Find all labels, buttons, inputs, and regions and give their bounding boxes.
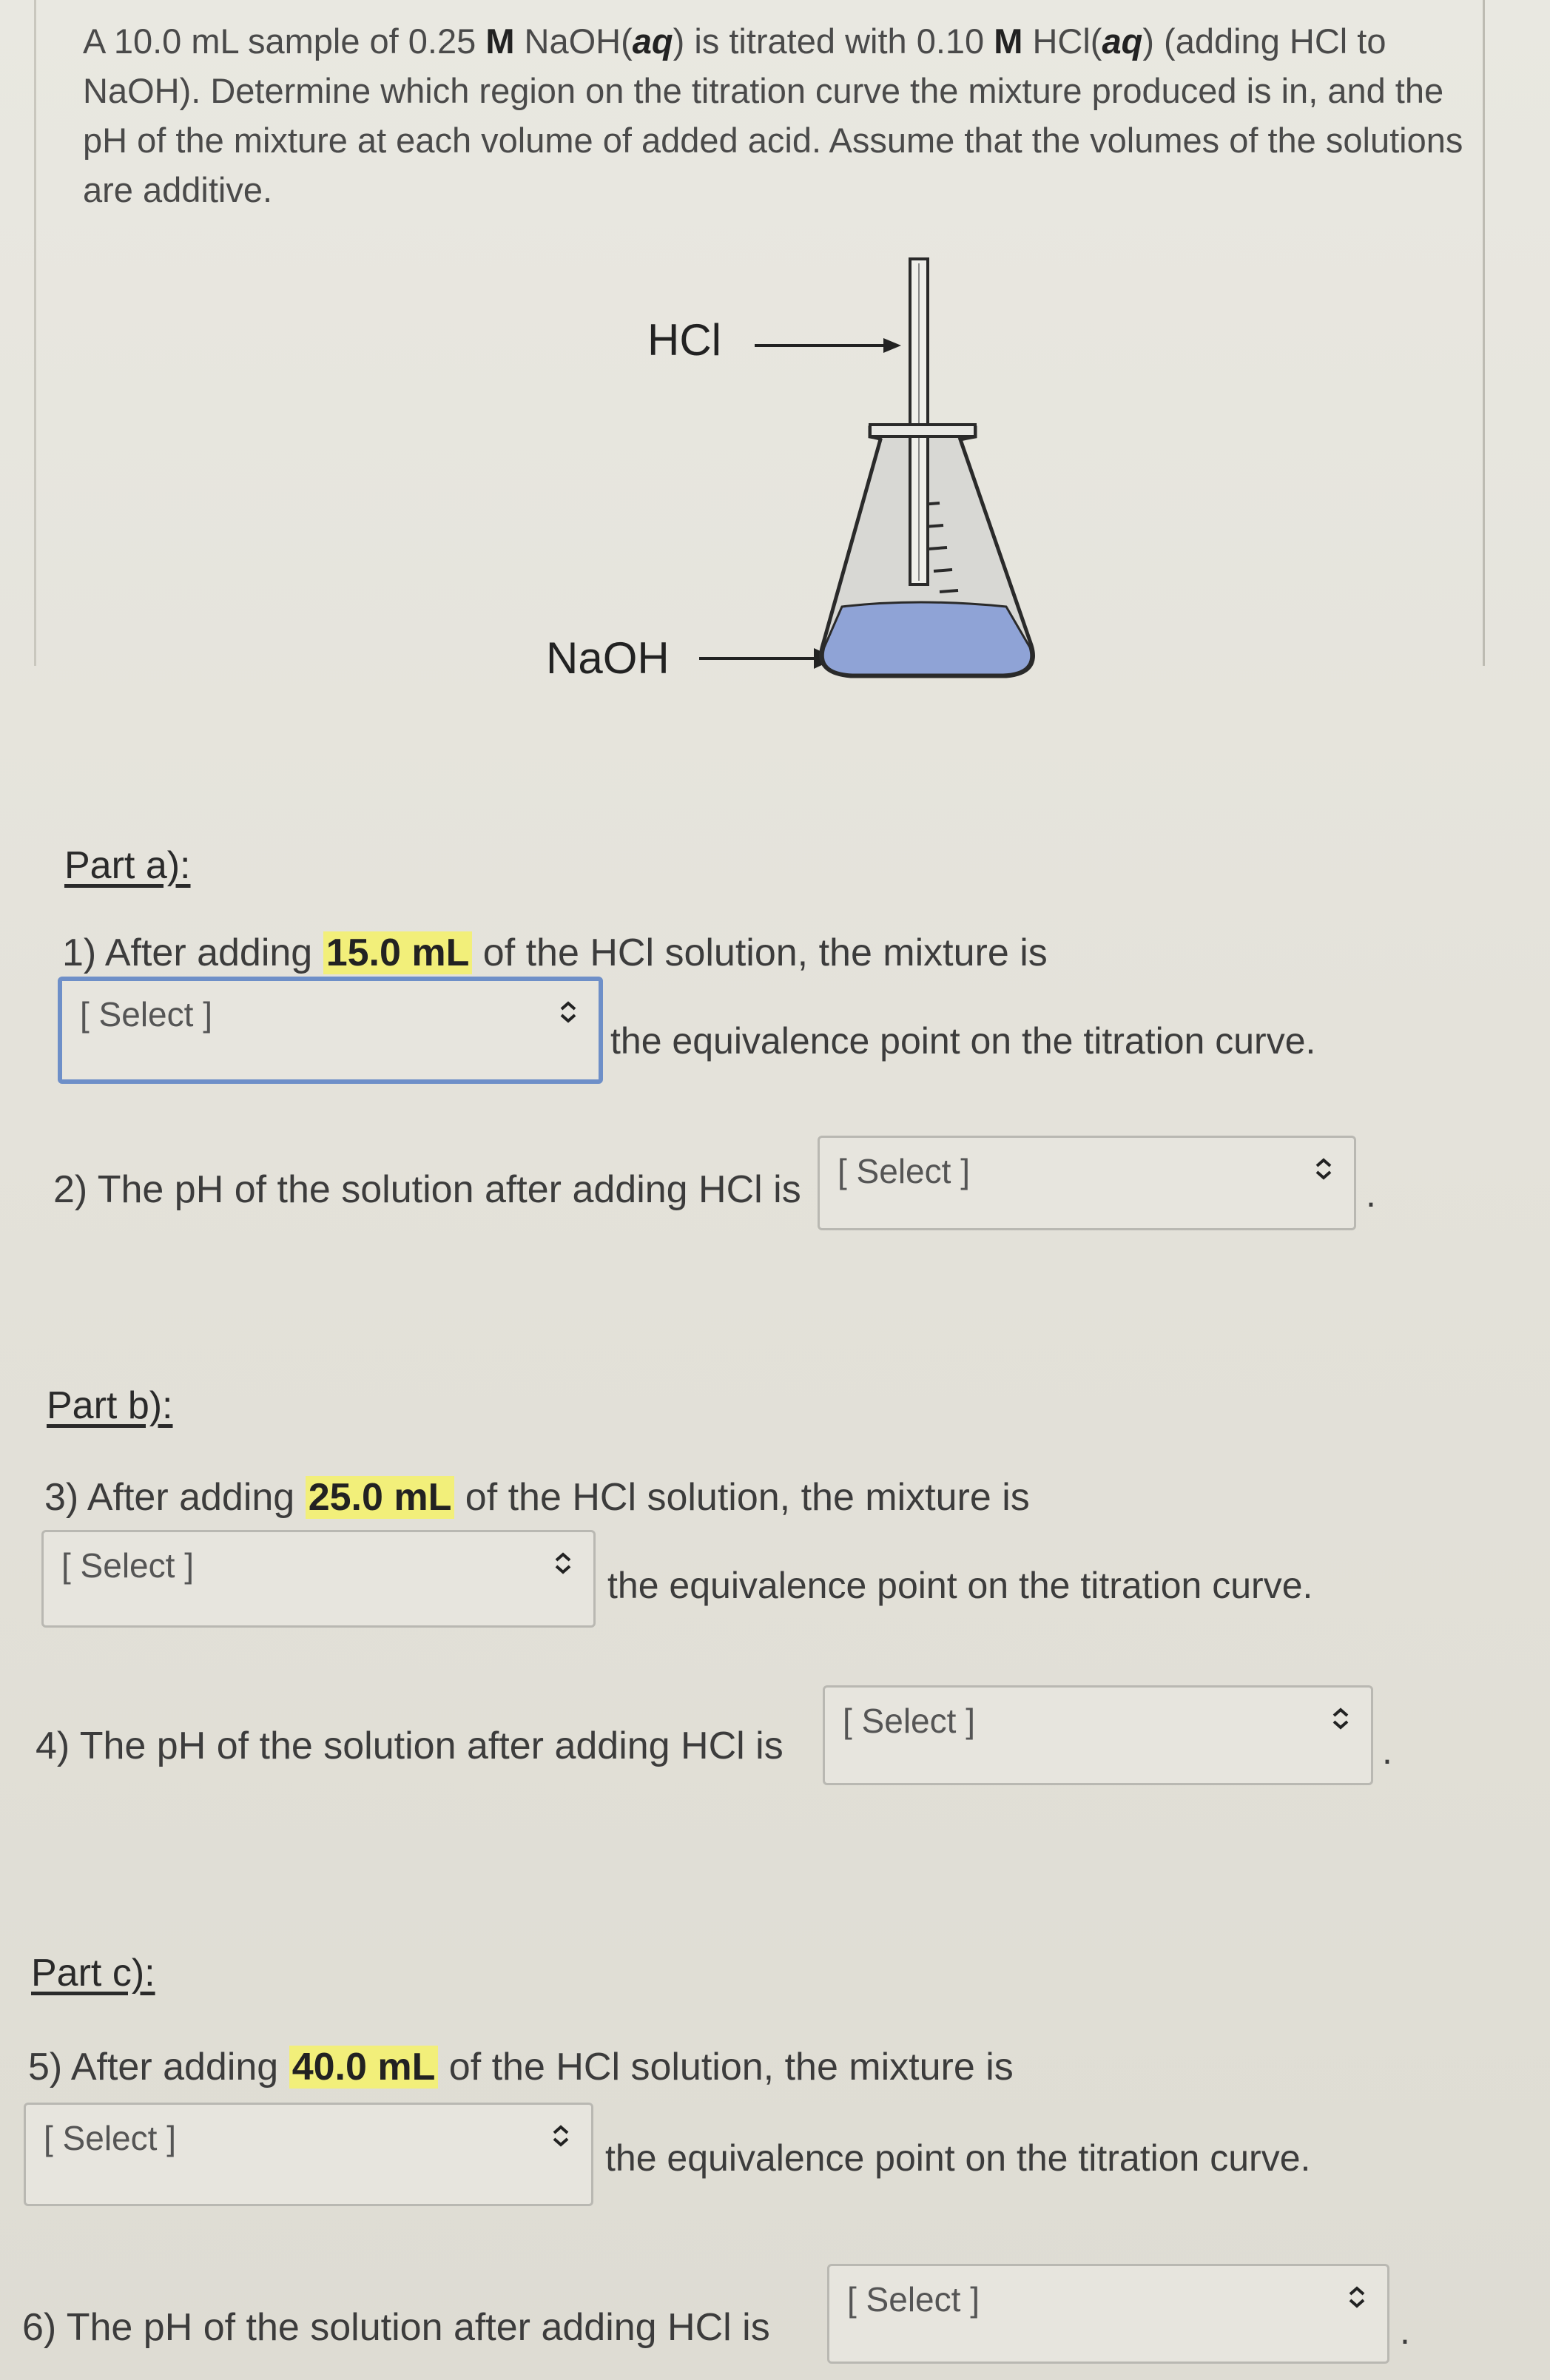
hcl-arrow-head: [883, 338, 901, 353]
question-2-dropdown[interactable]: [818, 1136, 1356, 1230]
question-1-dropdown-value: [ Select ]: [80, 995, 212, 1034]
right-border: [1483, 0, 1485, 666]
up-down-chevron-icon: [557, 997, 579, 1027]
part-a-heading: Part a):: [64, 844, 191, 887]
flask-burette-drawing: [518, 244, 1051, 703]
question-6-dropdown-value: [ Select ]: [847, 2280, 980, 2319]
question-6-period: .: [1400, 2310, 1410, 2352]
question-6-dropdown[interactable]: [827, 2264, 1389, 2364]
up-down-chevron-icon: [1330, 1704, 1352, 1733]
question-5-volume: 40.0 mL: [289, 2046, 439, 2089]
flask-neck-rim: [870, 425, 975, 436]
question-4-dropdown[interactable]: [823, 1685, 1373, 1785]
question-1-text: 1) After adding 15.0 mL of the HCl solution, the mixture is: [62, 931, 1048, 974]
question-5-dropdown[interactable]: [24, 2103, 593, 2206]
question-6-text: 6) The pH of the solution after adding HCl is: [22, 2306, 770, 2349]
question-1-tail: the equivalence point on the titration curve.: [610, 1020, 1316, 1062]
question-1-dropdown[interactable]: [58, 977, 603, 1084]
question-1-volume: 15.0 mL: [323, 931, 473, 974]
question-2-period: .: [1366, 1173, 1376, 1215]
question-2-dropdown-value: [ Select ]: [838, 1152, 970, 1190]
titration-figure: [518, 244, 1051, 703]
question-3-volume: 25.0 mL: [306, 1476, 455, 1519]
left-border: [34, 0, 36, 666]
question-4-text: 4) The pH of the solution after adding HCl is: [36, 1725, 784, 1767]
hcl-label: HCl: [647, 315, 721, 365]
question-5-text: 5) After adding 40.0 mL of the HCl solution, the mixture is: [28, 2046, 1014, 2089]
question-3-tail: the equivalence point on the titration curve.: [607, 1565, 1313, 1606]
question-3-dropdown[interactable]: [41, 1530, 596, 1628]
question-intro: A 10.0 mL sample of 0.25 M NaOH(aq) is titrated with 0.10 M HCl(aq) (adding HCl to NaOH). Determine which region on the titration curve the mixture produced is in, and the pH of the mixture at each volume of added acid. Assume that the volumes of the solutions are additive.: [83, 21, 1463, 209]
question-5-tail: the equivalence point on the titration curve.: [605, 2137, 1311, 2179]
question-4-dropdown-value: [ Select ]: [843, 1702, 975, 1740]
part-b-heading: Part b):: [47, 1384, 173, 1427]
up-down-chevron-icon: [1313, 1154, 1335, 1184]
question-3-dropdown-value: [ Select ]: [61, 1546, 194, 1585]
part-c-heading: Part c):: [31, 1952, 155, 1995]
up-down-chevron-icon: [1346, 2282, 1368, 2312]
naoh-label: NaOH: [546, 633, 670, 683]
naoh-solution: [823, 602, 1031, 675]
up-down-chevron-icon: [550, 2121, 572, 2151]
question-2-text: 2) The pH of the solution after adding HCl is: [53, 1168, 801, 1211]
question-4-period: .: [1382, 1730, 1392, 1772]
up-down-chevron-icon: [552, 1548, 574, 1578]
question-5-dropdown-value: [ Select ]: [44, 2119, 176, 2157]
question-3-text: 3) After adding 25.0 mL of the HCl solution, the mixture is: [44, 1476, 1030, 1519]
